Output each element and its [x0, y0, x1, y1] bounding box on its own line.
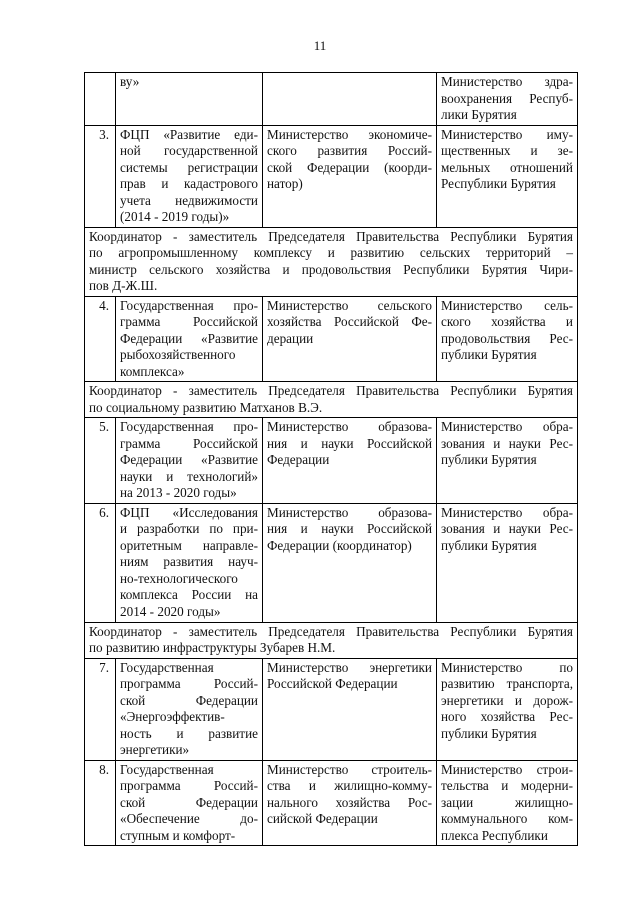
- responsible-executor-cell: [263, 658, 437, 760]
- table-row: [85, 296, 578, 382]
- program-name-line: ФЦП «Развитие еди-: [120, 126, 258, 142]
- row-number-cell: [85, 73, 116, 126]
- regional-ministry-line: зации жилищно-: [441, 794, 573, 810]
- regional-ministry-cell: [437, 73, 578, 126]
- regional-ministry-line: мельных отношений: [441, 159, 573, 175]
- program-name-line: ной государственной: [120, 143, 258, 158]
- regional-ministry-line: щественных и зе-: [441, 143, 573, 158]
- row-number-line: 5.: [99, 419, 109, 434]
- coordinator-line: министр сельского хозяйства и продовольствия Республики Бурятия Чири-: [89, 261, 573, 277]
- row-number-line: 7.: [99, 659, 109, 675]
- responsible-executor-line: Министерство образова-: [267, 419, 432, 434]
- program-name-line: (2014 - 2019 годы)»: [120, 209, 230, 224]
- regional-ministry-line: Министерство иму-: [441, 126, 573, 142]
- table-row: [85, 418, 578, 504]
- coordinator-row: [85, 622, 578, 658]
- responsible-executor-line: Российской Федерации: [267, 676, 398, 691]
- responsible-executor-line: ния и науки Российской: [267, 521, 432, 536]
- coordinator-line: Координатор - заместитель Председателя Правительства Республики Бурятия: [89, 228, 573, 244]
- row-number-cell: [85, 658, 116, 760]
- regional-ministry-line: зования и науки Рес-: [441, 435, 573, 451]
- program-name-cell: [116, 73, 263, 126]
- program-name-cell: [116, 296, 263, 382]
- coordinator-line: по агропромышленному комплексу и развитию сельских территорий –: [89, 245, 573, 260]
- regional-ministry-line: лики Бурятия: [441, 107, 517, 122]
- responsible-executor-line: Министерство строитель-: [267, 761, 432, 777]
- regional-ministry-line: Министерство строи-: [441, 761, 573, 777]
- regional-ministry-line: плекса Республики: [441, 827, 548, 843]
- program-name-line: «Энергоэффектив-: [120, 709, 225, 724]
- program-name-line: науки и технологий»: [120, 468, 258, 484]
- regional-ministry-line: публики Бурятия: [441, 452, 537, 467]
- responsible-executor-line: дерации: [267, 330, 314, 346]
- program-name-line: системы регистрации: [120, 159, 258, 175]
- regional-ministry-line: Республики Бурятия: [441, 176, 556, 191]
- regional-ministry-line: воохранения Респуб-: [441, 90, 573, 106]
- program-name-line: ской Федерации: [120, 692, 258, 708]
- program-name-line: Федерации «Развитие: [120, 452, 258, 467]
- program-name-line: учета недвижимости: [120, 192, 258, 208]
- regional-ministry-cell: [437, 125, 578, 227]
- responsible-executor-line: ской Федерации (коорди-: [267, 159, 432, 175]
- program-name-cell: [116, 125, 263, 227]
- responsible-executor-line: ского развития Россий-: [267, 143, 432, 158]
- program-name-line: Государственная про-: [120, 297, 258, 313]
- coordinator-row: [85, 227, 578, 296]
- program-name-line: комплекса России на: [120, 587, 258, 602]
- program-name-line: ФЦП «Исследования: [120, 504, 258, 520]
- coordinator-row: [85, 382, 578, 418]
- program-name-line: Государственная про-: [120, 419, 258, 434]
- responsible-executor-cell: [263, 503, 437, 622]
- regional-ministry-cell: [437, 418, 578, 504]
- coordinator-text: [85, 227, 578, 296]
- program-name-line: Федерации «Развитие: [120, 330, 258, 346]
- regional-ministry-line: развитию транспорта,: [441, 676, 573, 691]
- table-row: [85, 503, 578, 622]
- program-name-cell: [116, 658, 263, 760]
- responsible-executor-cell: [263, 73, 437, 126]
- coordinator-line: по развитию инфраструктуры Зубарев Н.М.: [89, 640, 336, 655]
- programs-table-body: [85, 73, 578, 846]
- coordinator-line: Координатор - заместитель Председателя Правительства Республики Бурятия: [89, 383, 573, 398]
- regional-ministry-cell: [437, 296, 578, 382]
- program-name-line: но-технологического: [120, 570, 238, 586]
- program-name-line: ской Федерации: [120, 794, 258, 810]
- responsible-executor-line: Федерации (координатор): [267, 537, 412, 553]
- coordinator-line: пов Д-Ж.Ш.: [89, 278, 158, 293]
- responsible-executor-line: сийской Федерации: [267, 811, 378, 826]
- table-row: [85, 125, 578, 227]
- program-name-line: ступным и комфорт-: [120, 827, 236, 843]
- responsible-executor-cell: [263, 418, 437, 504]
- coordinator-line: по социальному развитию Матханов В.Э.: [89, 399, 323, 415]
- regional-ministry-line: энергетики и дорож-: [441, 692, 573, 708]
- regional-ministry-cell: [437, 658, 578, 760]
- program-name-line: грамма Российской: [120, 435, 258, 451]
- regional-ministry-line: Министерство здра-: [441, 74, 573, 89]
- program-name-line: программа Россий-: [120, 778, 258, 793]
- program-name-line: рыбохозяйственного: [120, 347, 236, 362]
- regional-ministry-cell: [437, 760, 578, 846]
- programs-table: [84, 72, 578, 846]
- coordinator-text: [85, 382, 578, 418]
- program-name-line: комплекса»: [120, 363, 185, 379]
- regional-ministry-line: публики Бурятия: [441, 725, 537, 741]
- program-name-line: 2014 - 2020 годы»: [120, 603, 221, 619]
- program-name-line: оритетным направле-: [120, 537, 258, 553]
- program-name-line: «Обеспечение до-: [120, 811, 258, 826]
- responsible-executor-line: натор): [267, 176, 303, 191]
- responsible-executor-cell: [263, 760, 437, 846]
- regional-ministry-line: тельства и модерни-: [441, 778, 573, 793]
- regional-ministry-line: публики Бурятия: [441, 537, 537, 553]
- table-row: [85, 73, 578, 126]
- program-name-line: ность и развитие: [120, 725, 258, 741]
- program-name-line: и разработки по при-: [120, 521, 258, 536]
- row-number-cell: [85, 296, 116, 382]
- regional-ministry-line: продовольствия Рес-: [441, 330, 573, 346]
- program-name-line: прав и кадастрового: [120, 176, 258, 191]
- regional-ministry-line: зования и науки Рес-: [441, 521, 573, 536]
- responsible-executor-line: хозяйства Российской Фе-: [267, 314, 432, 329]
- program-name-cell: [116, 418, 263, 504]
- row-number-cell: [85, 418, 116, 504]
- regional-ministry-line: коммунального ком-: [441, 811, 573, 826]
- program-name-line: ниям развития науч-: [120, 554, 258, 569]
- program-name-line: Государственная: [120, 659, 214, 675]
- row-number-cell: [85, 125, 116, 227]
- regional-ministry-line: Министерство обра-: [441, 504, 573, 520]
- row-number-line: 4.: [99, 297, 109, 313]
- regional-ministry-line: Министерство сель-: [441, 297, 573, 313]
- responsible-executor-line: Федерации: [267, 452, 330, 467]
- program-name-line: грамма Российской: [120, 314, 258, 329]
- responsible-executor-line: Министерство энергетики: [267, 659, 432, 675]
- table-row: [85, 760, 578, 846]
- table-row: [85, 658, 578, 760]
- row-number-cell: [85, 503, 116, 622]
- row-number-line: 8.: [99, 761, 109, 777]
- regional-ministry-line: Министерство по: [441, 659, 573, 675]
- responsible-executor-line: ства и жилищно-комму-: [267, 778, 432, 793]
- row-number-line: 3.: [99, 126, 109, 142]
- regional-ministry-line: публики Бурятия: [441, 347, 537, 362]
- responsible-executor-line: Министерство образова-: [267, 504, 432, 520]
- program-name-line: программа Россий-: [120, 676, 258, 691]
- program-name-line: ву»: [120, 74, 140, 89]
- program-name-line: энергетики»: [120, 742, 190, 757]
- regional-ministry-line: Министерство обра-: [441, 419, 573, 434]
- program-name-line: Государственная: [120, 761, 214, 777]
- page-number: 11: [313, 38, 327, 53]
- regional-ministry-cell: [437, 503, 578, 622]
- coordinator-text: [85, 622, 578, 658]
- responsible-executor-line: Министерство экономиче-: [267, 126, 432, 142]
- row-number-line: 6.: [99, 504, 109, 520]
- responsible-executor-cell: [263, 296, 437, 382]
- regional-ministry-line: ного хозяйства Рес-: [441, 709, 573, 724]
- program-name-line: на 2013 - 2020 годы»: [120, 485, 237, 500]
- coordinator-line: Координатор - заместитель Председателя Правительства Республики Бурятия: [89, 623, 573, 639]
- program-name-cell: [116, 760, 263, 846]
- responsible-executor-cell: [263, 125, 437, 227]
- program-name-cell: [116, 503, 263, 622]
- responsible-executor-line: Министерство сельского: [267, 297, 432, 313]
- row-number-cell: [85, 760, 116, 846]
- responsible-executor-line: ния и науки Российской: [267, 435, 432, 451]
- regional-ministry-line: ского хозяйства и: [441, 314, 573, 329]
- responsible-executor-line: нального хозяйства Рос-: [267, 794, 432, 810]
